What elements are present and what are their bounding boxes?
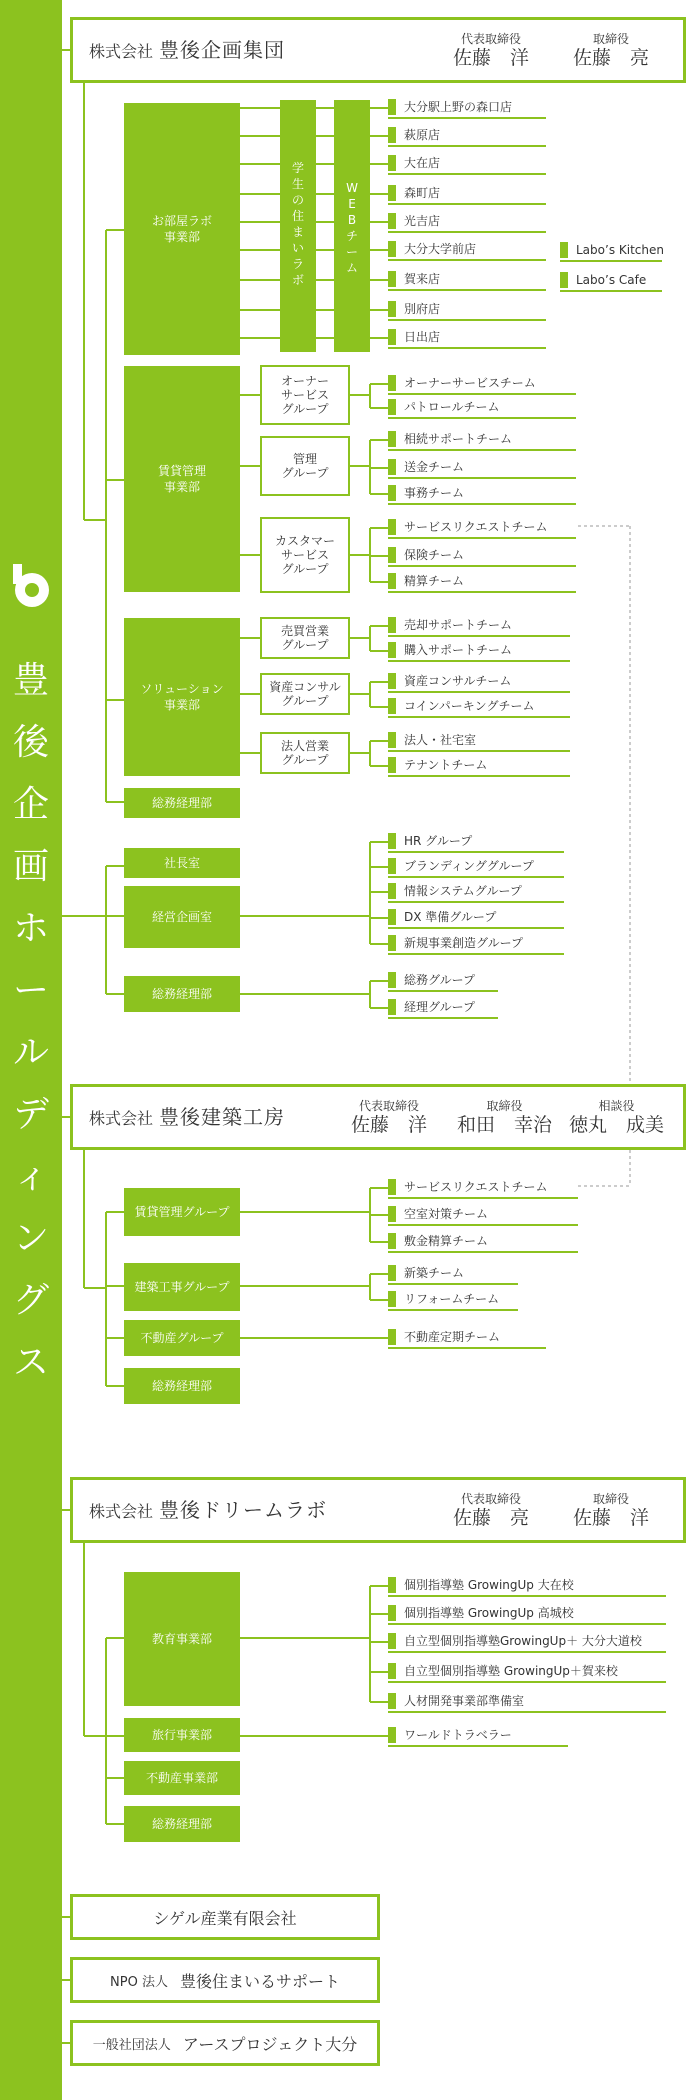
team-label: 新築チーム — [404, 1266, 465, 1280]
company-prefix: 株式会社 — [89, 1502, 154, 1521]
company-3-header — [70, 1477, 686, 1543]
vertical-char: 生 — [291, 177, 304, 191]
team-label: コインパーキングチーム — [404, 699, 535, 713]
company-2-name — [89, 1087, 285, 1147]
team-label: 購入サポートチーム — [404, 643, 513, 657]
title-char: ス — [12, 1342, 49, 1383]
vertical-char: ラ — [291, 257, 304, 271]
group-kanri: 管理 グループ — [260, 436, 350, 496]
division-kyouiku: 教育事業部 — [124, 1572, 240, 1706]
title-char: 豊 — [12, 660, 49, 701]
officer-role: 取締役 — [593, 32, 630, 46]
officer-name: 佐藤 亮 — [573, 47, 650, 69]
officer-3 — [569, 1099, 664, 1137]
team-label: 萩原店 — [404, 128, 441, 142]
company-prefix: 株式会社 — [89, 1109, 154, 1128]
org-type: 一般社団法人 — [92, 2037, 171, 2053]
team-label: 光吉店 — [404, 214, 441, 228]
vertical-char: ボ — [291, 273, 304, 287]
division-kenchiku: 建築工事グループ — [124, 1263, 240, 1311]
team-label: 別府店 — [404, 302, 441, 316]
officer-2 — [573, 32, 649, 70]
vertical-char: ま — [291, 225, 304, 239]
officer-role: 取締役 — [593, 1492, 630, 1506]
title-char: ー — [12, 970, 49, 1011]
division-keiei: 経営企画室 — [124, 886, 240, 948]
vertical-char: 住 — [291, 209, 304, 223]
company-3-name — [89, 1480, 327, 1540]
team-label: 不動産定期チーム — [404, 1330, 501, 1344]
vertical-char: ム — [345, 261, 358, 275]
officer-name: 佐藤 洋 — [573, 1507, 650, 1529]
title-char: 画 — [12, 846, 49, 887]
team-label: サービスリクエストチーム — [404, 1180, 548, 1194]
company-2-header — [70, 1084, 686, 1150]
team-label: HR グループ — [404, 834, 473, 848]
vertical-char: ー — [345, 245, 358, 259]
officer-1 — [453, 1492, 529, 1530]
team-label: 大分大学前店 — [404, 242, 477, 256]
officer-2 — [457, 1099, 552, 1137]
team-label: 相続サポートチーム — [404, 432, 513, 446]
officer-1 — [453, 32, 529, 70]
vertical-char: 学 — [291, 161, 304, 175]
team-label: 賀来店 — [404, 272, 441, 286]
division-oheya: お部屋ラボ 事業部 — [124, 103, 240, 355]
title-char: ィ — [12, 1156, 49, 1197]
team-label: ブランディンググループ — [404, 859, 534, 873]
officer-role: 相談役 — [598, 1099, 635, 1113]
org-type: NPO 法人 — [110, 1974, 168, 1990]
team-label: 事務チーム — [404, 486, 465, 500]
team-label: 送金チーム — [404, 460, 465, 474]
team-label: 敷金精算チーム — [404, 1234, 489, 1248]
group-shisan-consul: 資産コンサル グループ — [260, 673, 350, 715]
vertical-char: E — [348, 197, 356, 211]
team-label: Labo’s Kitchen — [576, 243, 664, 257]
officer-1 — [351, 1099, 427, 1137]
team-label: パトロールチーム — [404, 400, 500, 414]
group-houjin: 法人営業 グループ — [260, 732, 350, 774]
org-name: シゲル産業有限会社 — [153, 1908, 297, 1928]
team-label: ワールドトラベラー — [404, 1728, 512, 1742]
company-title: 豊後ドリームラボ — [159, 1498, 328, 1522]
division-shacho: 社長室 — [124, 848, 240, 878]
title-char: ホ — [12, 908, 49, 949]
team-label: 日出店 — [404, 330, 441, 344]
team-label: 大分駅上野の森口店 — [404, 100, 513, 114]
team-label: オーナーサービスチーム — [404, 376, 536, 390]
officer-name: 佐藤 亮 — [453, 1507, 530, 1529]
division-soumu: 総務経理部 — [124, 1806, 240, 1842]
org-shigeru-sangyo — [70, 1894, 380, 1940]
company-1-name — [89, 20, 285, 80]
web-team-box — [334, 100, 370, 352]
officer-name: 徳丸 成美 — [569, 1114, 665, 1136]
vertical-char: チ — [345, 229, 358, 243]
team-label: 精算チーム — [404, 574, 465, 588]
gakusei-sumai-labo-box — [280, 100, 316, 352]
logo-icon — [5, 560, 55, 610]
vertical-char: い — [291, 241, 304, 255]
team-label: 情報システムグループ — [404, 884, 522, 898]
officer-role: 代表取締役 — [461, 1492, 522, 1506]
title-char: ル — [12, 1032, 49, 1073]
vertical-title — [0, 650, 62, 1394]
sidebar — [0, 0, 62, 2100]
team-label: 個別指導塾 GrowingUp 高城校 — [404, 1606, 574, 1620]
division-ryokou: 旅行事業部 — [124, 1718, 240, 1752]
team-label: 自立型個別指導塾GrowingUp＋ 大分大道校 — [404, 1634, 642, 1648]
officer-name: 佐藤 洋 — [453, 47, 530, 69]
vertical-char: の — [291, 193, 304, 207]
officer-role: 取締役 — [486, 1099, 523, 1113]
team-label: テナントチーム — [404, 758, 488, 772]
company-prefix: 株式会社 — [89, 42, 154, 61]
team-label: 空室対策チーム — [404, 1207, 489, 1221]
title-char: 後 — [12, 722, 49, 763]
division-soumu-2: 総務経理部 — [124, 976, 240, 1012]
group-customer-service: カスタマー サービス グループ — [260, 517, 350, 593]
team-label: 経理グループ — [404, 1000, 476, 1014]
division-chintai: 賃貸管理 事業部 — [124, 366, 240, 592]
officer-role: 代表取締役 — [461, 32, 522, 46]
company-title: 豊後建築工房 — [159, 1105, 286, 1129]
division-chintai-group: 賃貸管理グループ — [124, 1188, 240, 1236]
team-label: 人材開発事業部準備室 — [404, 1694, 525, 1708]
team-label: 大在店 — [404, 156, 441, 170]
org-npo — [70, 1957, 380, 2003]
org-name: 豊後住まいるサポート — [179, 1971, 340, 1991]
division-soumu: 総務経理部 — [124, 788, 240, 818]
officer-role: 代表取締役 — [359, 1099, 420, 1113]
team-label: DX 準備グループ — [404, 910, 497, 924]
team-label: 資産コンサルチーム — [404, 674, 512, 688]
division-solution: ソリューション 事業部 — [124, 618, 240, 776]
officer-name: 和田 幸治 — [457, 1114, 553, 1136]
org-ippan-shadan — [70, 2020, 380, 2066]
title-char: 企 — [12, 784, 49, 825]
group-owner-service: オーナー サービス グループ — [260, 365, 350, 425]
title-char: ン — [12, 1218, 49, 1259]
officer-2 — [573, 1492, 649, 1530]
title-char: グ — [12, 1280, 49, 1321]
team-label: 売却サポートチーム — [404, 618, 513, 632]
team-label: 法人・社宅室 — [404, 733, 477, 747]
division-fudousan: 不動産事業部 — [124, 1761, 240, 1795]
team-label: 総務グループ — [404, 973, 476, 987]
group-baibai: 売買営業 グループ — [260, 617, 350, 659]
team-label: Labo’s Cafe — [576, 273, 647, 287]
team-label: 森町店 — [404, 186, 441, 200]
team-label: 保険チーム — [404, 548, 465, 562]
company-title: 豊後企画集団 — [159, 38, 286, 62]
vertical-char: B — [347, 213, 357, 227]
vertical-char: W — [346, 181, 358, 195]
team-label: 個別指導塾 GrowingUp 大在校 — [404, 1578, 574, 1592]
company-1-header — [70, 17, 686, 83]
division-fudousan: 不動産グループ — [124, 1320, 240, 1356]
title-char: デ — [12, 1094, 49, 1135]
team-label: サービスリクエストチーム — [404, 520, 548, 534]
org-name: アースプロジェクト大分 — [182, 2034, 358, 2054]
team-label: リフォームチーム — [404, 1292, 500, 1306]
officer-name: 佐藤 洋 — [351, 1114, 428, 1136]
team-label: 自立型個別指導塾 GrowingUp＋賀来校 — [404, 1664, 618, 1678]
team-label: 新規事業創造グループ — [404, 936, 524, 950]
division-soumu: 総務経理部 — [124, 1368, 240, 1404]
